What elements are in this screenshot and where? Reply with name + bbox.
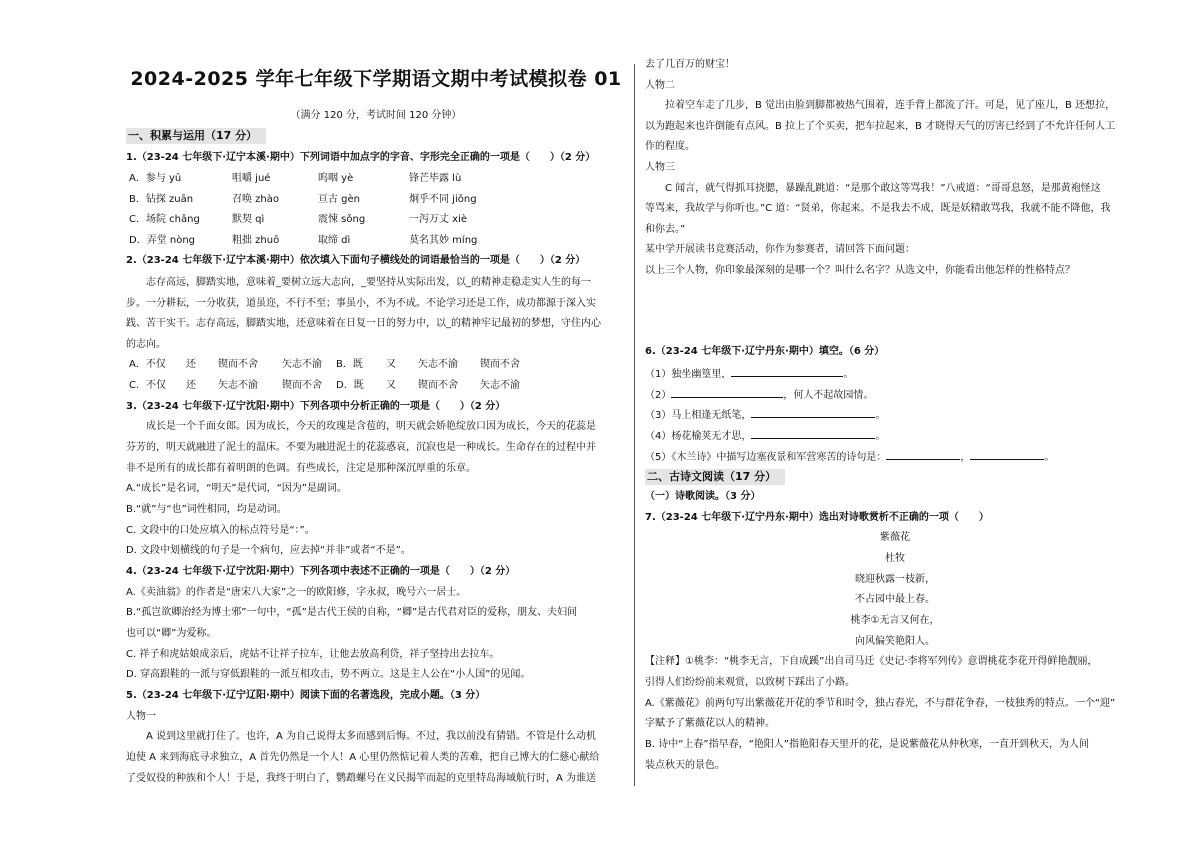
option-line: B.“孤岂欲卿治经为博士邪”一句中，“孤”是古代王侯的自称，“卿”是古代君对臣的爱称，朋友、夫妇间	[126, 607, 578, 618]
option-line: C. 祥子和虎姑娘成亲后，虎姑不让祥子拉车，让他去放高利贷，祥子坚持出去拉车。	[126, 649, 500, 660]
page-subtitle: （满分 120 分，考试时间 120 分钟）	[290, 110, 462, 121]
question-stem: 2.（23-24 七年级下·辽宁本溪·期中）依次填入下面句子横线处的词语最恰当的一项是（ ）（2 分）	[126, 255, 586, 266]
poem-author: 杜牧	[885, 553, 905, 564]
option-cell: 呜咽 yè	[318, 173, 354, 184]
blank-prefix: （2）	[645, 390, 672, 401]
option-cell: 炯乎不同 jiǒng	[409, 194, 477, 205]
option-line: 字赋予了紫薇花以人的精神。	[645, 718, 775, 729]
blank-line[interactable]	[970, 449, 1044, 460]
blank-line[interactable]	[731, 366, 843, 377]
passage-line: 志存高远，脚踏实地，意味着_要树立远大志向，_要坚持从实际出发，以_的精神走稳走实人生的每一	[126, 277, 591, 288]
option-line: A.《卖油翁》的作者是“唐宋八大家”之一的欧阳修，字永叔，晚号六一居士。	[126, 587, 467, 598]
option-line: B. 诗中“上春”指早春，“艳阳人”指艳阳春天里开的花，是说紫薇花从仲秋寒，一直开到秋天，为人间	[645, 739, 1089, 750]
option-cell: C．不仅	[129, 380, 166, 391]
option-line: D. 穿高跟鞋的一派与穿低跟鞋的一派互相攻击，势不两立。这是主人公在“小人国”的见闻。	[126, 669, 531, 680]
option-line: B.“就”与“也”词性相同，均是动词。	[126, 504, 287, 515]
option-cell: 默契 qì	[232, 214, 265, 225]
blank-suffix: 。	[875, 410, 886, 421]
option-cell: 矢志不渝	[282, 359, 322, 370]
passage-line: 去了几百万的财宝！	[645, 59, 735, 70]
poem-line: 桃李①无言又何在，	[850, 615, 940, 626]
page-title: 2024-2025 学年七年级下学期语文期中考试模拟卷 01	[130, 68, 622, 90]
annotation-line: 【注释】①桃李：“桃李无言，下自成蹊”出自司马迁《史记·李将军列传》意谓桃花李花开得鲜艳靓丽，	[645, 656, 1098, 667]
blank-line[interactable]	[886, 449, 960, 460]
passage-line: 芬芳的，明天就融进了泥土的温床。不要为融进泥土的花蕊惑哀，沉寂也是一种成长。生命存在的过程中并	[126, 442, 596, 453]
option-cell: B．既	[336, 359, 363, 370]
option-line: A.《紫薇花》前两句写出紫薇花开花的季节和时令，独占春光，不与群花争春，一枝独秀的特点。一个“迎”	[645, 698, 1116, 709]
character-label: 人物三	[645, 162, 675, 173]
option-cell: 还	[186, 359, 196, 370]
option-cell: 锲而不舍	[480, 359, 520, 370]
passage-line: 践、苦干实干。志存高远，脚踏实地，还意味着在日复一日的努力中，以_的精神牢记最初的梦想，守住内心	[126, 318, 601, 329]
option-cell: C．场院 chǎng	[129, 214, 200, 225]
passage-line: 非不是所有的成长都有着明朗的色调。有些成长，注定是那种深沉厚重的乐章。	[126, 463, 476, 474]
fill-blank-item	[645, 407, 885, 423]
blank-line[interactable]	[751, 428, 875, 439]
right-column	[645, 0, 1145, 849]
blank-suffix: 。	[875, 431, 886, 442]
passage-line: 和你去。”	[645, 224, 686, 235]
option-cell: 召唤 zhào	[232, 194, 280, 205]
subsection-heading: （一）诗歌阅读。（3 分）	[645, 491, 761, 502]
blank-prefix: （1）独坐幽篁里，	[645, 369, 732, 380]
question-stem: 6.（23-24 七年级下·辽宁丹东·期中）填空。（6 分）	[645, 346, 885, 357]
option-cell: 又	[386, 380, 396, 391]
option-line: 也可以“卿”为爱称。	[126, 628, 217, 639]
character-label: 人物一	[126, 711, 156, 722]
passage-line: 作的程度。	[645, 141, 695, 152]
option-cell: 矢志不渝	[418, 359, 458, 370]
passage-line: A 说到这里就打住了。也许，A 为自己说得太多而感到后悔。不过，我以前没有猜错。不管是什么动机	[126, 731, 597, 742]
passage-line: 了受奴役的种族和个人！于是，我终于明白了，鹦鹉螺号在义民揭竿而起的克里特岛海域航行时，A 为谁送	[126, 773, 597, 784]
annotation-line: 引得人们纷纷前来观赏，以致树下踩出了小路。	[645, 677, 855, 688]
blank-prefix: （3）马上相逢无纸笔，	[645, 410, 752, 421]
fill-blank-item	[645, 449, 1054, 465]
question-stem: 4.（23-24 七年级下·辽宁沈阳·期中）下列各项中表述不正确的一项是（ ）（2 分）	[126, 566, 516, 577]
character-label: 人物二	[645, 80, 675, 91]
blank-line[interactable]	[671, 387, 783, 398]
option-cell: 还	[186, 380, 196, 391]
passage-line: 以为跑起来也许倒能有点风。B 拉上了个买卖，把车拉起来，B 才晓得天气的厉害已经到了不允许任何人工	[645, 121, 1116, 132]
poem-line: 向风偏笑艳阳人。	[855, 636, 935, 647]
blank-suffix: 。	[843, 369, 854, 380]
option-cell: 矢志不渝	[480, 380, 520, 391]
passage-line: 迫使 A 来到海底寻求独立，A 首先仍然是一个人！A 心里仍然惦记着人类的苦难，把自己博大的仁慈心献给	[126, 752, 600, 763]
passage-line: 的志向。	[126, 339, 166, 350]
option-cell: D．弄堂 nòng	[129, 235, 196, 246]
blank-suffix: ，何人不起故园情。	[783, 390, 874, 401]
section-heading: 二、古诗文阅读（17 分）	[645, 469, 785, 485]
passage-line: C 闻言，就气得抓耳挠腮，暴躁乱跳道：“是那个敢这等骂我！”八戒道：“哥哥息怒，是那黄袍怪这	[645, 183, 1101, 194]
column-divider	[634, 64, 635, 786]
option-cell: 锋芒毕露 lù	[409, 173, 462, 184]
blank-separator: ，	[960, 452, 971, 463]
option-cell: 咀嚼 jué	[232, 173, 271, 184]
option-line: D. 文段中划横线的句子是一个病句，应去掉“并非”或者“不是”。	[126, 545, 411, 556]
option-cell: 一泻万丈 xiè	[409, 214, 468, 225]
option-cell: D．既	[336, 380, 364, 391]
option-line: 装点秋天的景色。	[645, 760, 725, 771]
option-cell: 矢志不渝	[218, 380, 258, 391]
question-stem: 3.（23-24 七年级下·辽宁沈阳·期中）下列各项中分析正确的一项是（ ）（2 分）	[126, 401, 506, 412]
poem-line: 不占园中最上春。	[855, 594, 935, 605]
fill-blank-item	[645, 428, 885, 444]
option-cell: 震悚 sǒng	[318, 214, 366, 225]
passage-line: 拉着空车走了几步，B 觉出由脸到脚都被热气围着，连手背上都流了汗。可是，见了座儿，B 还想拉，	[645, 100, 1116, 111]
option-cell: 锲而不舍	[218, 359, 258, 370]
option-cell: 又	[386, 359, 396, 370]
poem-line: 晓迎秋露一枝新，	[855, 574, 935, 585]
option-cell: 莫名其妙 míng	[409, 235, 478, 246]
option-cell: B．钻探 zuān	[129, 194, 194, 205]
blank-prefix: （4）杨花榆荚无才思，	[645, 431, 752, 442]
option-cell: 取缔 dì	[318, 235, 351, 246]
poem-title: 紫薇花	[880, 532, 910, 543]
question-stem: 5.（23-24 七年级下·辽宁辽阳·期中）阅读下面的名著选段，完成小题。（3 分）	[126, 690, 486, 701]
option-cell: 锲而不舍	[418, 380, 458, 391]
task-line: 某中学开展读书竞赛活动，你作为参赛者，请回答下面问题：	[645, 244, 915, 255]
question-stem: 1.（23-24 七年级下·辽宁本溪·期中）下列词语中加点字的字音、字形完全正确的一项是（ ）（2 分）	[126, 152, 596, 163]
blank-prefix: （5）《木兰诗》中描写边塞夜景和军营寒苦的诗句是：	[645, 452, 887, 463]
option-cell: A．不仅	[129, 359, 166, 370]
option-line: C. 文段中的口处应填入的标点符号是“：”。	[126, 525, 315, 536]
fill-blank-item	[645, 387, 873, 403]
blank-line[interactable]	[751, 407, 875, 418]
option-cell: 锲而不舍	[282, 380, 322, 391]
passage-line: 等骂来，我故学与你听也。”C 道：“贤弟，你起来。不是我去不成，既是妖精敢骂我，我就不能不降他，我	[645, 203, 1111, 214]
left-column	[126, 0, 626, 849]
task-line: 以上三个人物，你印象最深刻的是哪一个？叫什么名字？从选文中，你能看出他怎样的性格特点？	[645, 265, 1075, 276]
option-cell: 粗拙 zhuō	[232, 235, 280, 246]
blank-suffix: 。	[1044, 452, 1055, 463]
option-cell: A．参与 yū	[129, 173, 182, 184]
option-line: A.“成长”是名词，“明天”是代词，“因为”是副词。	[126, 483, 347, 494]
section-heading: 一、积累与运用（17 分）	[126, 128, 266, 144]
option-cell: 亘古 gèn	[318, 194, 361, 205]
question-stem: 7.（23-24 七年级下·辽宁丹东·期中）选出对诗歌赏析不正确的一项（ ）	[645, 512, 989, 523]
passage-line: 步。一分耕耘，一分收获，道虽迩，不行不至；事虽小，不为不成。不论学习还是工作，成功都源于深入实	[126, 298, 596, 309]
passage-line: 成长是一个千面女郎。因为成长，今天的玫瑰是含苞的，明天就会娇艳绽放口因为成长，今天的花蕊是	[126, 421, 596, 432]
fill-blank-item	[645, 366, 853, 382]
